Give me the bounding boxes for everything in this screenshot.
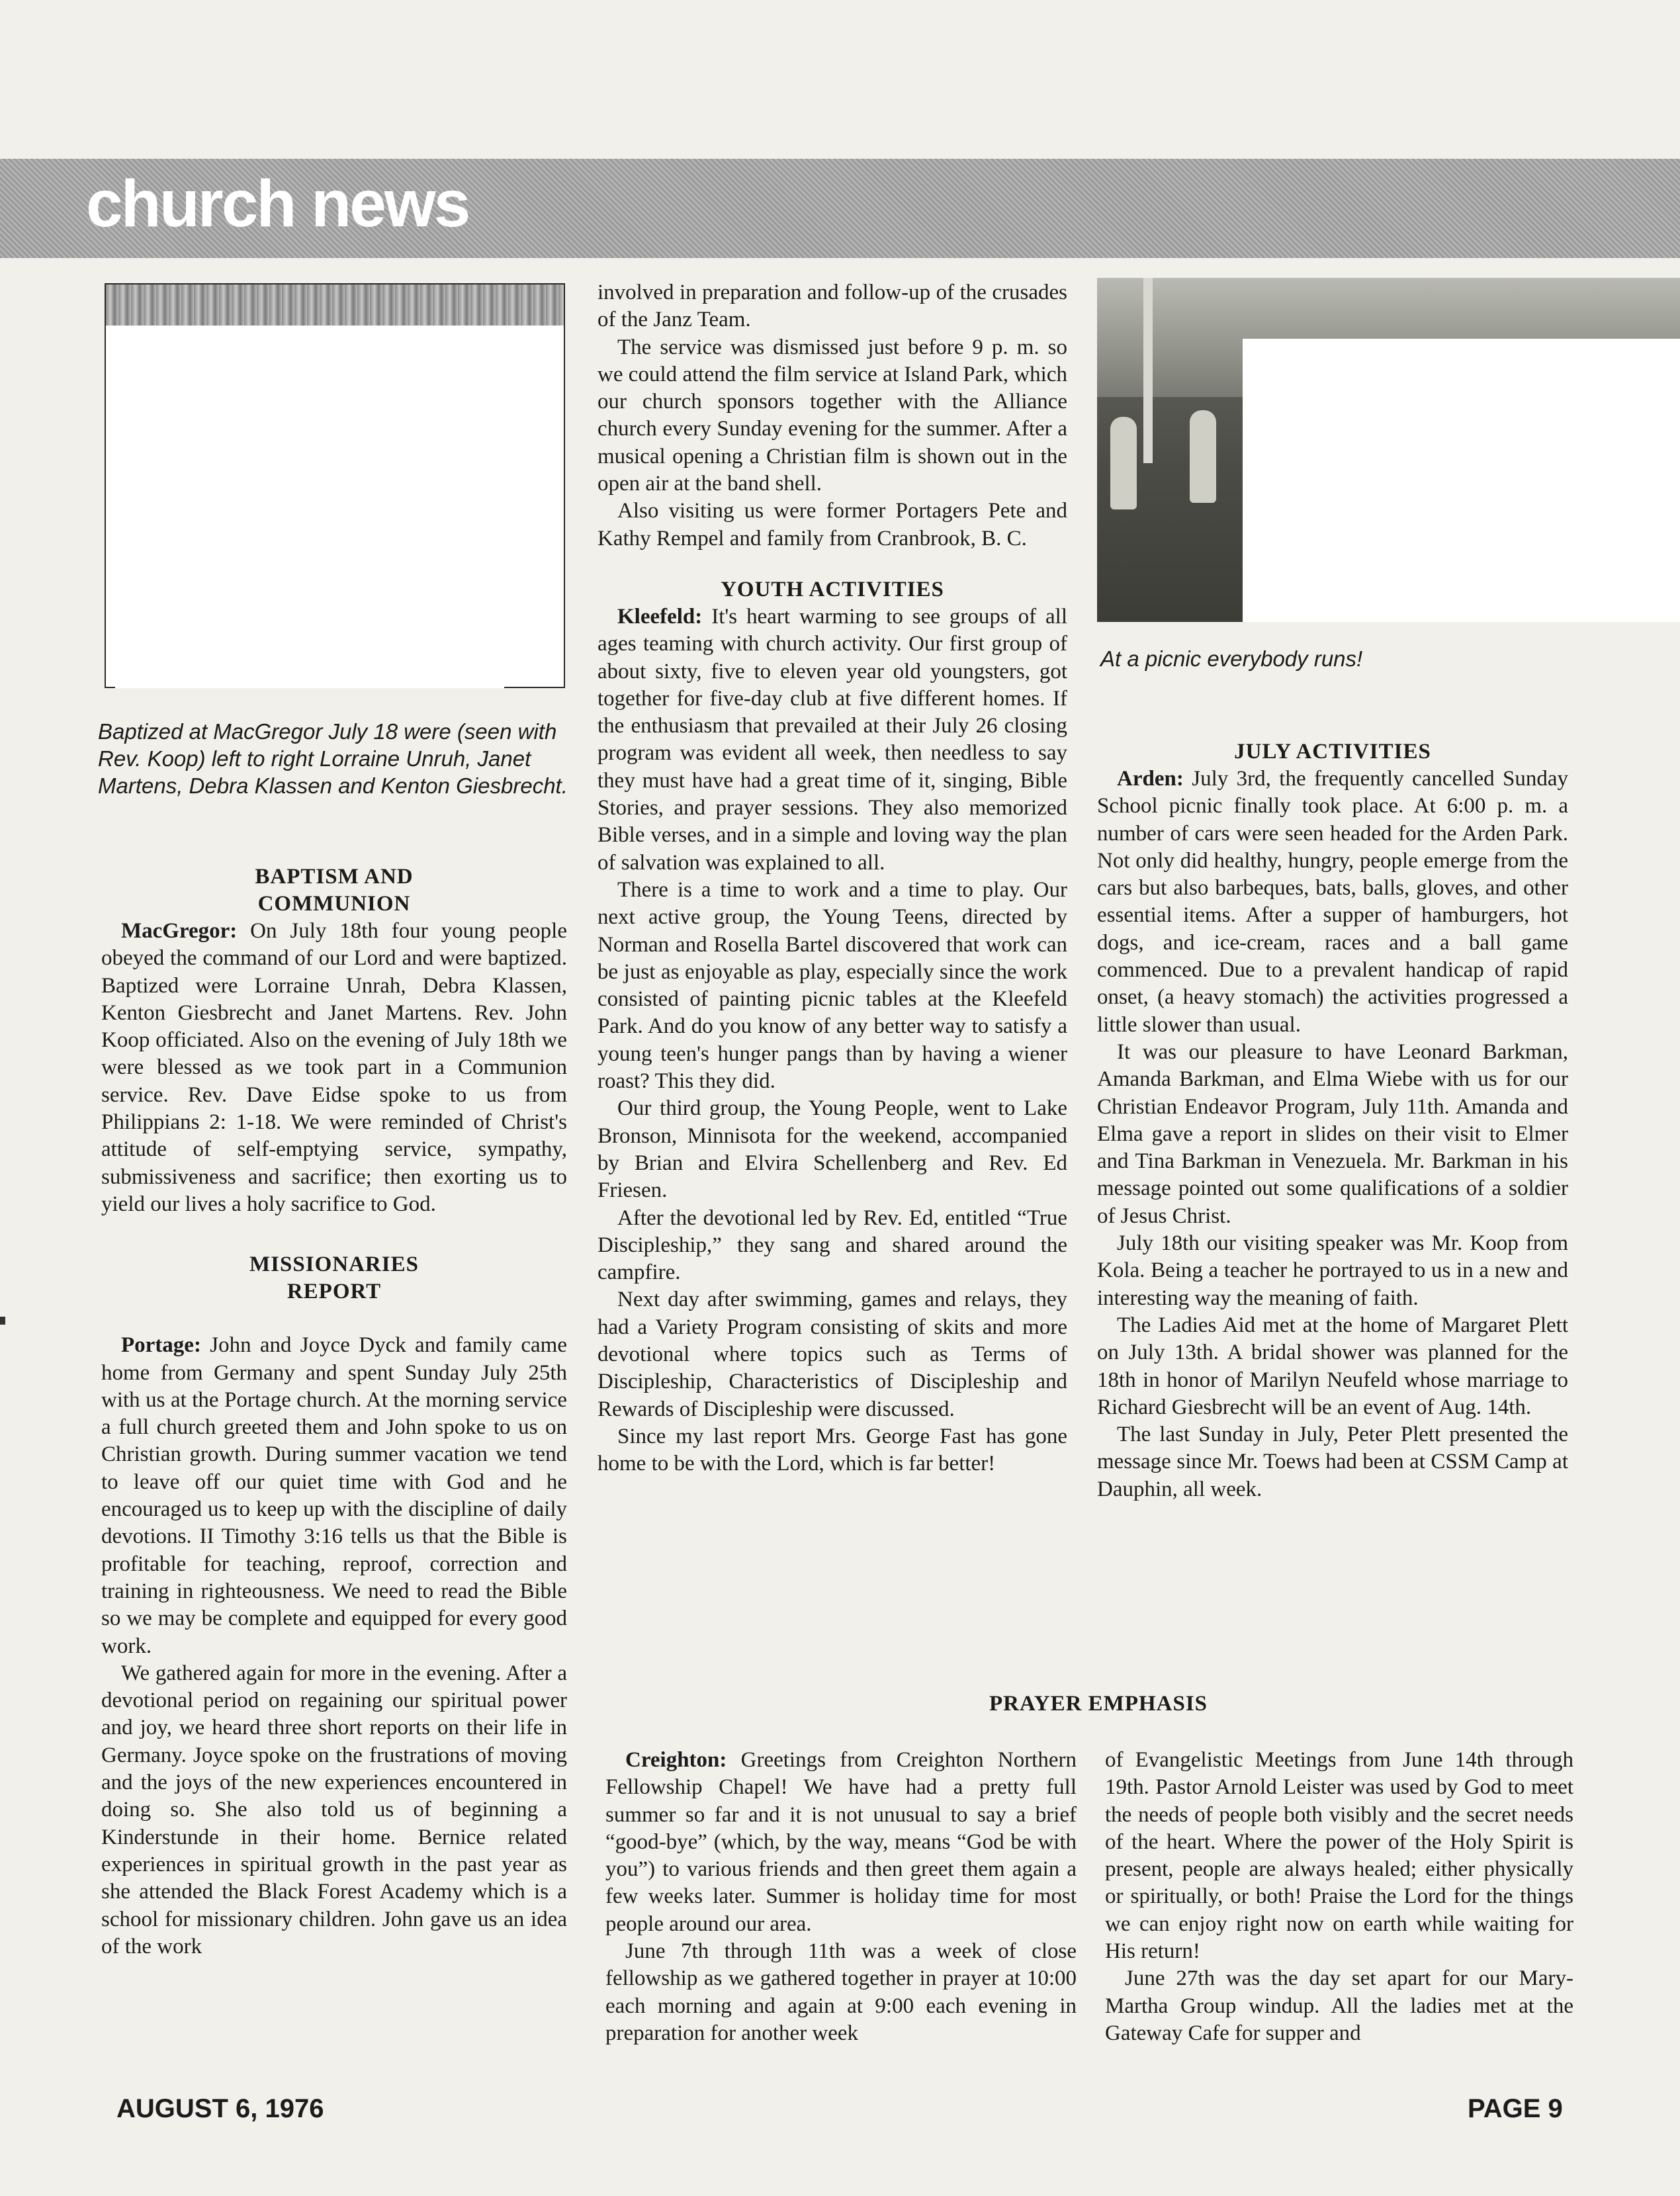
- baptism-photo-caption: Baptized at MacGregor July 18 were (seen with Rev. Koop) left to right Lorraine Unruh, Janet Martens, Debra Klassen and Kenton Giesbrecht.: [98, 719, 568, 798]
- july-paragraph-5: The last Sunday in July, Peter Plett presented the message since Mr. Toews had been at CSSM Camp at Dauphin, all week.: [1097, 1423, 1568, 1501]
- photo-redacted-area: [115, 326, 504, 688]
- baptism-heading: BAPTISM AND COMMUNION: [255, 865, 414, 916]
- photo-pole: [1143, 278, 1153, 463]
- prayer-column-a: [605, 1747, 1077, 2047]
- section-banner: [0, 159, 1680, 258]
- page-number: PAGE 9: [1468, 2094, 1563, 2123]
- prayer-paragraph-3: of Evangelistic Meetings from June 14th through 19th. Pastor Arnold Leister was used by God to meet the needs of people both visibly and the secret needs of the heart. Where the power of the Holy Spirit is present, people are always healed; either physically or spiritually, or both! Praise the Lord for the things we can enjoy right now on earth while waiting for His return!: [1105, 1748, 1573, 1964]
- baptism-text: On July 18th four young people obeyed the command of our Lord and were baptized. Baptized were Lorraine Unrah, Debra Klassen, Kenton Giesbrecht and Janet Martens. Rev. John Koop officiated. Also on the evening of July 18th we were blessed as we took part in a Communion service. Rev. Dave Eidse spoke to us from Philippians 2: 1-18. We were reminded of Christ's attitude of self-emptying service, sympathy, submissiveness and sacrifice; then exorting us to yield our lives a holy sacrifice to God.: [101, 919, 567, 1216]
- prayer-lead: Creighton:: [625, 1748, 727, 1772]
- youth-text-1: It's heart warming to see groups of all ages teaming with church activity. Our first group of about sixty, five to eleven year old youngsters, got together for five-day club at five different homes. If the enthusiasm that prevailed at their July 26 closing program was evident all week, then needless to say they must have had a great time of it, singing, Bible Stories, and prayer sessions. They also memorized Bible verses, and in a simple and loving way the plan of salvation was explained to all.: [597, 604, 1067, 875]
- continued-paragraph-3: Also visiting us were former Portagers Pete and Kathy Rempel and family from Cranbrook, B. C.: [597, 499, 1067, 550]
- missionaries-text-1: John and Joyce Dyck and family came home from Germany and spent Sunday July 25th with us at the Portage church. At the morning service a full church greeted them and John spoke to us on Christian growth. During summer vacation we tend to leave off our quiet time with God and he encouraged us to keep up with the discipline of daily devotions. II Timothy 3:16 tells us that the Bible is profitable for teaching, reproof, correction and training in righteousness. We need to read the Bible so we may be complete and equipped for every good work.: [101, 1333, 567, 1658]
- photo-redacted-area: [1243, 339, 1680, 622]
- issue-date: AUGUST 6, 1976: [116, 2094, 324, 2123]
- prayer-paragraph-2: June 7th through 11th was a week of close fellowship as we gathered together in prayer at 10:00 each morning and again at 9:00 each evening in preparation for another week: [605, 1939, 1077, 2045]
- prayer-heading: PRAYER EMPHASIS: [989, 1692, 1208, 1716]
- picnic-photo-caption: At a picnic everybody runs!: [1100, 646, 1363, 671]
- prayer-text-1: Greetings from Creighton Northern Fellowship Chapel! We have had a pretty full summer so far and it is not unusual to say a brief “good-bye” (which, by the way, means “God be with you”) to various friends and then greet them again a few weeks later. Summer is holiday time for most people around our area.: [605, 1748, 1077, 1936]
- continued-paragraph-2: The service was dismissed just before 9 p. m. so we could attend the film service at Island Park, which our church sponsors together with the Alliance church every Sunday evening for the summer. After a musical opening a Christian film is shown out in the open air at the band shell.: [597, 335, 1067, 496]
- baptism-lead: MacGregor:: [121, 919, 238, 943]
- july-heading: JULY ACTIVITIES: [1234, 740, 1431, 764]
- july-paragraph-4: The Ladies Aid met at the home of Margaret Plett on July 13th. A bridal shower was planned for the 18th in honor of Marilyn Neufeld whose marriage to Richard Giesbrecht will be an event of Aug. 14th.: [1097, 1313, 1568, 1419]
- prayer-paragraph-1: [605, 1747, 1077, 1938]
- baptism-paragraph: [101, 918, 567, 1218]
- july-lead: Arden:: [1117, 767, 1184, 791]
- column-3: [1097, 738, 1568, 1503]
- column-2: [597, 279, 1067, 1477]
- photo-figure: [1190, 410, 1216, 503]
- youth-paragraph-1: [597, 603, 1067, 877]
- baptism-photo: [105, 283, 565, 688]
- youth-heading: YOUTH ACTIVITIES: [721, 577, 944, 601]
- youth-lead: Kleefeld:: [617, 604, 703, 629]
- margin-mark: [0, 1317, 5, 1325]
- photo-figure: [1110, 417, 1137, 509]
- youth-paragraph-6: Since my last report Mrs. George Fast has gone home to be with the Lord, which is far better!: [597, 1424, 1067, 1476]
- picnic-photo: [1097, 278, 1680, 622]
- youth-paragraph-5: Next day after swimming, games and relays, they had a Variety Program consisting of skits and more devotional where topics such as Terms of Discipleship, Characteristics of Discipleship and Rewards of Discipleship were discussed.: [597, 1288, 1067, 1421]
- july-paragraph-3: July 18th our visiting speaker was Mr. Koop from Kola. Being a teacher he portrayed to us in a new and interesting way the meaning of faith.: [1097, 1231, 1568, 1310]
- july-paragraph-2: It was our pleasure to have Leonard Barkman, Amanda Barkman, and Elma Wiebe with us for our Christian Endeavor Program, July 11th. Amanda and Elma gave a report in slides on their visit to Elmer and Tina Barkman in Venezuela. Mr. Barkman in his message pointed out some qualifications of a soldier of Jesus Christ.: [1097, 1039, 1568, 1228]
- missionaries-heading: MISSIONARIES REPORT: [249, 1252, 419, 1304]
- missionaries-paragraph-2: We gathered again for more in the evening. After a devotional period on regaining our spiritual power and joy, we heard three short reports on their life in Germany. Joyce spoke on the frustrations of moving and the joys of the new experiences encountered in doing so. She also told us of beginning a Kinderstunde in their home. Bernice related experiences in spiritual growth in the past year as she attended the Black Forest Academy which is a school for missionary children. John gave us an idea of the work: [101, 1661, 567, 1958]
- july-paragraph-1: [1097, 766, 1568, 1039]
- prayer-column-b: [1105, 1747, 1573, 2047]
- july-text-1: July 3rd, the frequently cancelled Sunday School picnic finally took place. At 6:00 p. m. a number of cars were seen headed for the Arden Park. Not only did healthy, hungry, people emerge from the cars but also barbeques, bats, balls, gloves, and other essential items. After a supper of hamburgers, hot dogs, and ice-cream, races and a ball game commenced. Due to a prevalent handicap of rapid onset, (a heavy stomach) the activities progressed a little slower than usual.: [1097, 767, 1568, 1037]
- youth-paragraph-3: Our third group, the Young People, went to Lake Bronson, Minnisota for the weekend, accompanied by Brian and Elvira Schellenberg and Rev. Ed Friesen.: [597, 1096, 1067, 1203]
- section-title: church news: [86, 167, 469, 241]
- prayer-paragraph-4: June 27th was the day set apart for our Mary-Martha Group windup. All the ladies met at the Gateway Cafe for supper and: [1105, 1966, 1573, 2045]
- column-1: [101, 863, 567, 1960]
- missionaries-lead: Portage:: [121, 1333, 201, 1358]
- missionaries-paragraph-1: [101, 1332, 567, 1660]
- continued-paragraph-1: involved in preparation and follow-up of the crusades of the Janz Team.: [597, 281, 1067, 332]
- photo-top-strip: [106, 285, 564, 326]
- youth-paragraph-2: There is a time to work and a time to play. Our next active group, the Young Teens, directed by Norman and Rosella Bartel discovered that work can be just as enjoyable as play, especially since the work consisted of painting picnic tables at the Kleefeld Park. And do you know of any better way to satisfy a young teen's hunger pangs than by having a wiener roast? This they did.: [597, 877, 1067, 1094]
- youth-paragraph-4: After the devotional led by Rev. Ed, entitled “True Discipleship,” they sang and shared around the campfire.: [597, 1206, 1067, 1285]
